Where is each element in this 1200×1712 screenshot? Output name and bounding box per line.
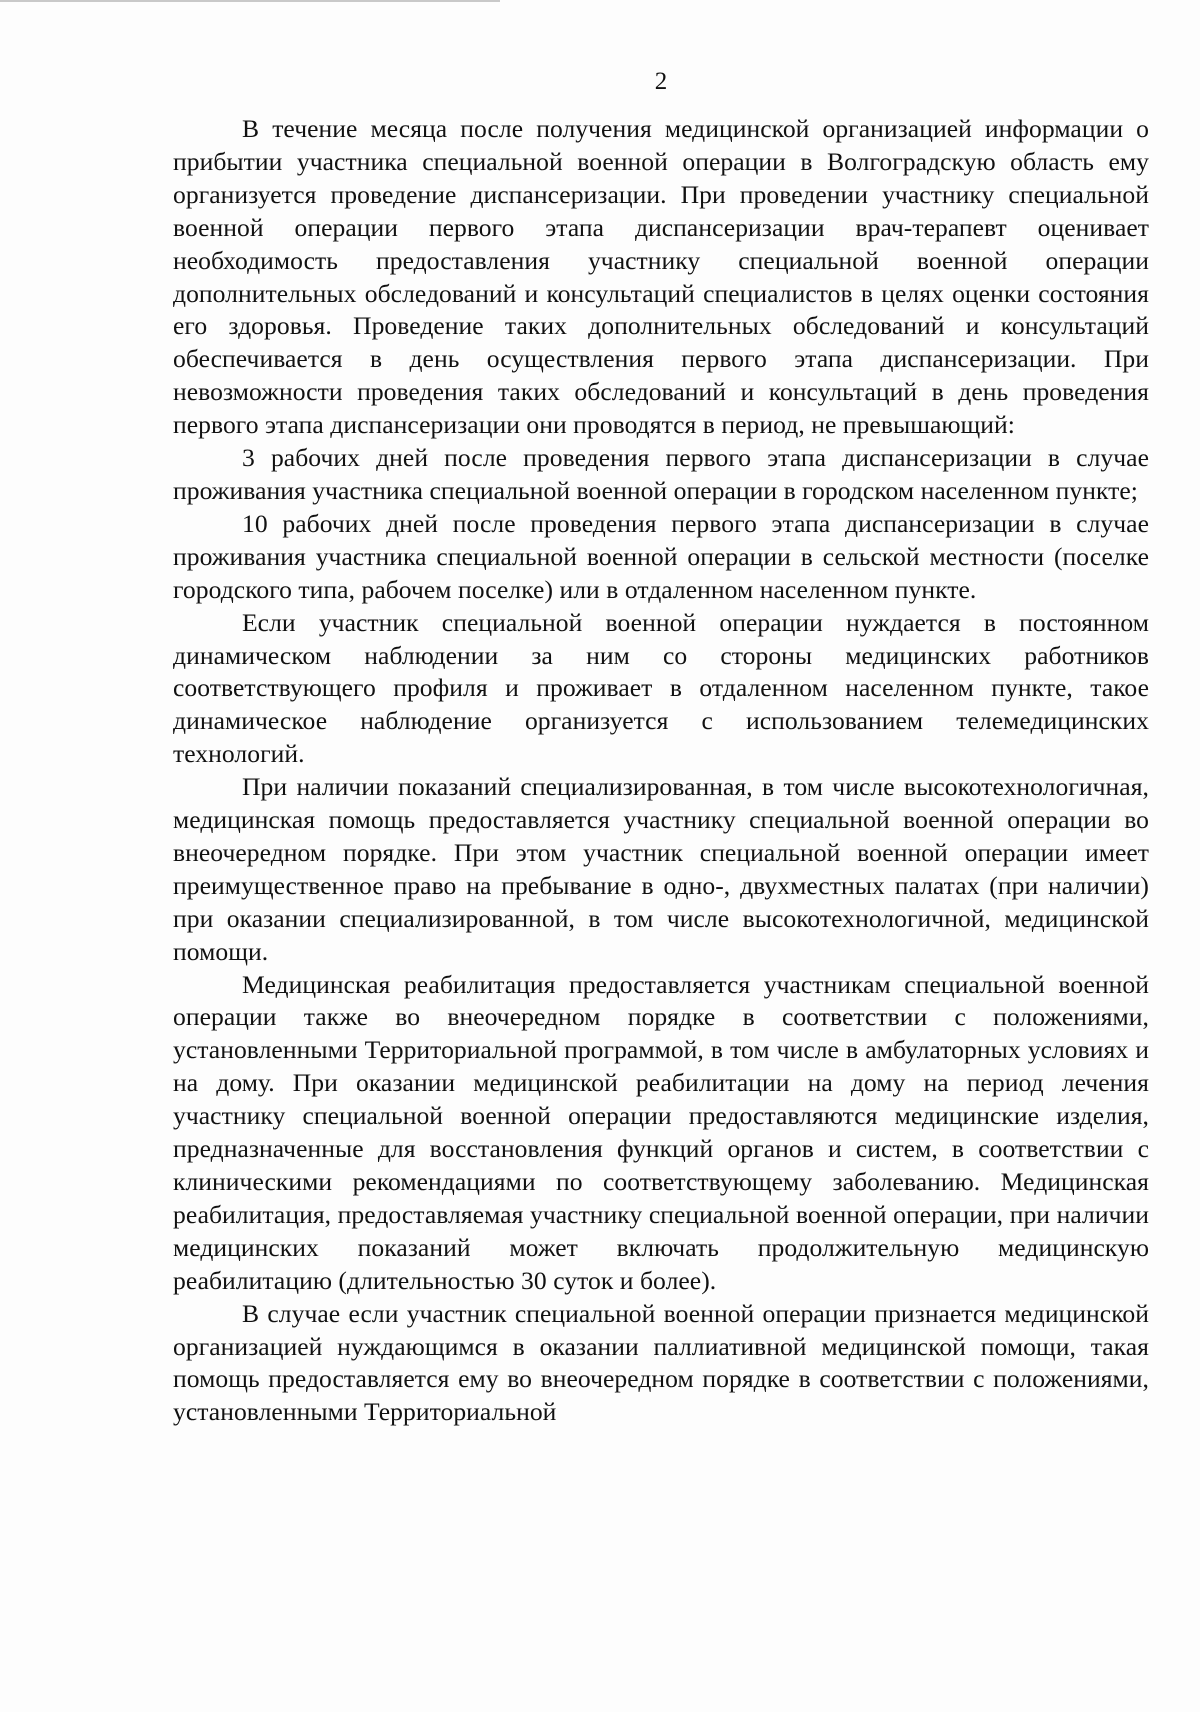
paragraph-telemedicine: Если участник специальной военной операции нуждается в постоянном динамическом наблюдении за ним со стороны медицинских работников соответствующего профиля и проживает в отдаленном населенном пункте, такое динамическое наблюдение организуется с использованием телемедицинских технологий.: [173, 607, 1149, 769]
paragraph-palliative-care: В случае если участник специальной военной операции признается медицинской организацией нуждающимся в оказании паллиативной медицинской помощи, такая помощь предоставляется ему во внеочередном порядке в соответствии с положениями, установленными Территориальной: [173, 1298, 1149, 1427]
paragraph-dispensary-organization: В течение месяца после получения медицинской организацией информации о прибытии участника специальной военной операции в Волгоградскую область ему организуется проведение диспансеризации. При проведении участнику специальной военной операции первого этапа диспансеризации врач-терапевт оценивает необходимость предоставления участнику специальной военной операции дополнительных обследований и консультаций специалистов в целях оценки состояния его здоровья. Проведение таких дополнительных обследований и консультаций обеспечивается в день осуществления первого этапа диспансеризации. При невозможности проведения таких обследований и консультаций в день проведения первого этапа диспансеризации они проводятся в период, не превышающий:: [173, 114, 1149, 440]
paragraph-rural-deadline: 10 рабочих дней после проведения первого этапа диспансеризации в случае проживания участника специальной военной операции в сельской местности (поселке городского типа, рабочем поселке) или в отдаленном населенном пункте.: [173, 508, 1149, 604]
paragraph-specialized-care: При наличии показаний специализированная, в том числе высокотехнологичная, медицинская помощь предоставляется участнику специальной военной операции во внеочередном порядке. При этом участник специальной военной операции имеет преимущественное право на пребывание в одно-, двухместных палатах (при наличии) при оказании специализированной, в том числе высокотехнологичной, медицинской помощи.: [173, 772, 1149, 966]
paragraph-urban-deadline: 3 рабочих дней после проведения первого этапа диспансеризации в случае проживания участника специальной военной операции в городском населенном пункте;: [173, 443, 1149, 505]
paragraph-rehabilitation: Медицинская реабилитация предоставляется участникам специальной военной операции также во внеочередном порядке в соответствии с положениями, установленными Территориальной программой, в том числе в амбулаторных условиях и на дому. При оказании медицинской реабилитации на дому на период лечения участнику специальной военной операции предоставляются медицинские изделия, предназначенные для восстановления функций органов и систем, в соответствии с клиническими рекомендациями по соответствующему заболеванию. Медицинская реабилитация, предоставляемая участнику специальной военной операции, при наличии медицинских показаний может включать продолжительную медицинскую реабилитацию (длительностью 30 суток и более).: [173, 969, 1149, 1295]
scan-edge-line: [0, 0, 500, 2]
document-body: [173, 113, 1149, 1429]
page-number: 2: [654, 68, 668, 95]
